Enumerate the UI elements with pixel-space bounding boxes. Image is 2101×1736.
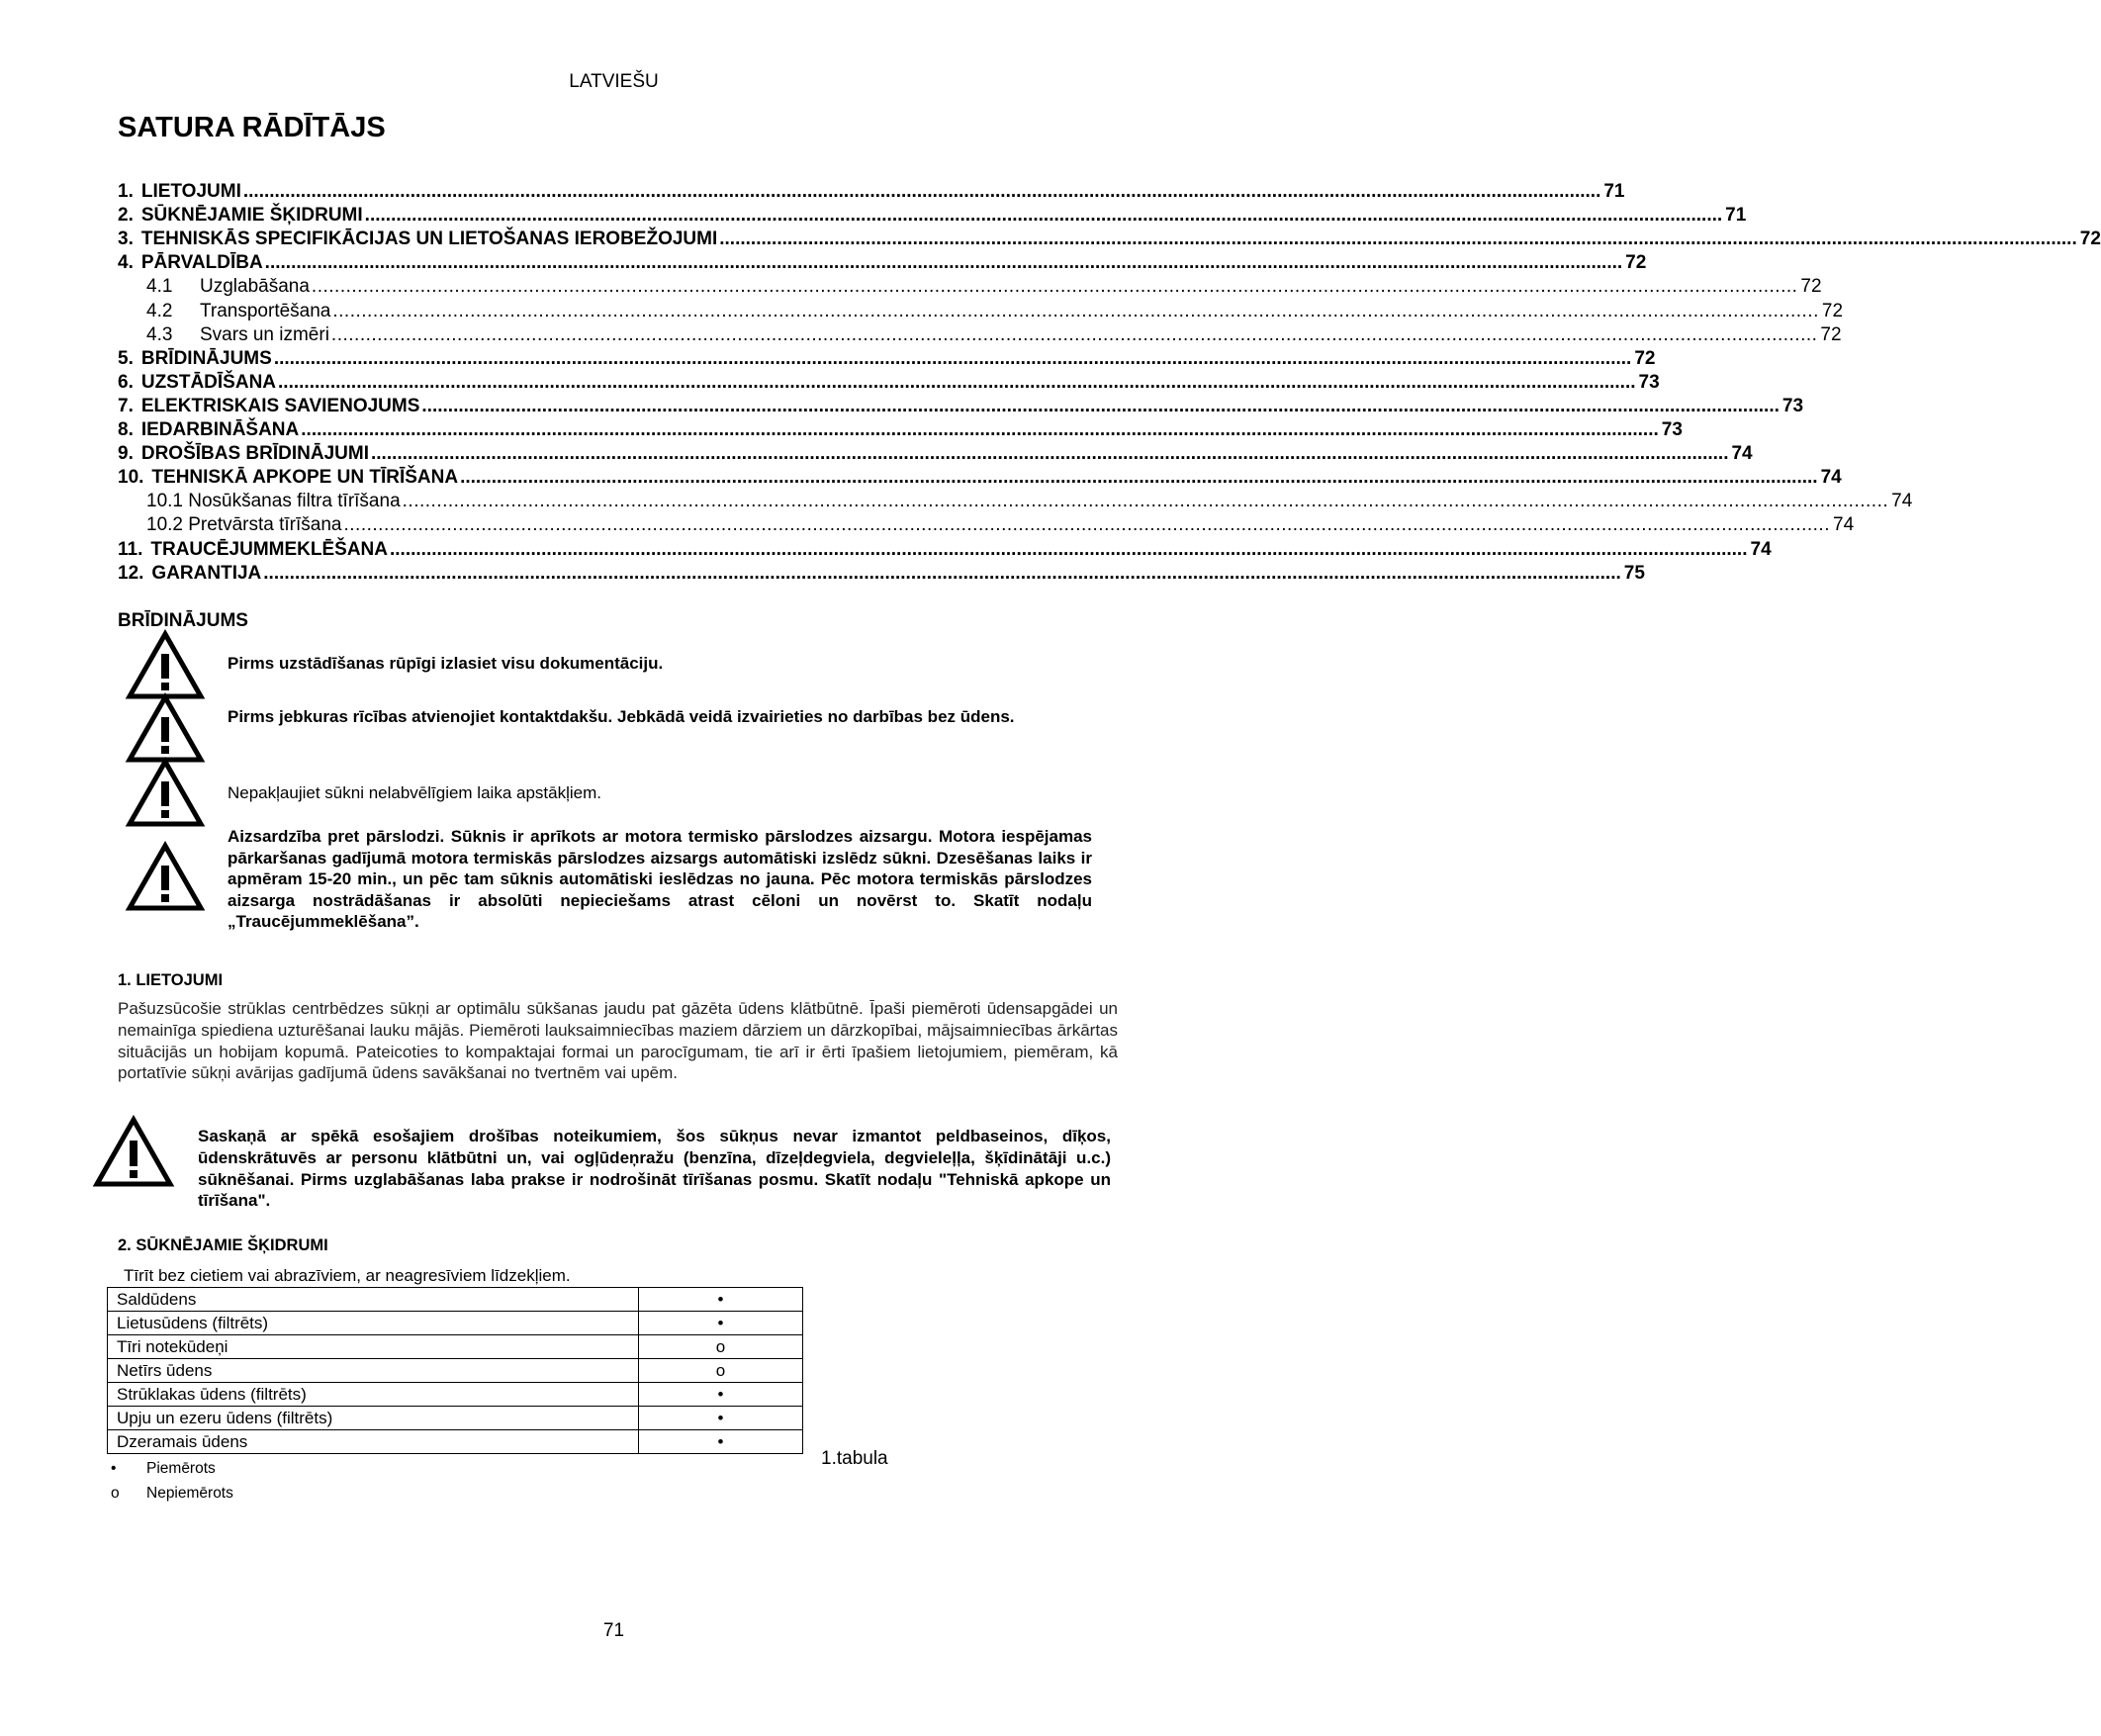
- page-number: 71: [602, 1620, 625, 1641]
- table-row: [108, 1359, 803, 1383]
- fluid-name-cell: Upju un ezeru ūdens (filtrēts): [108, 1407, 639, 1430]
- toc-entry[interactable]: [118, 394, 1804, 417]
- toc-entry-title: Transportēšana: [200, 300, 331, 321]
- toc-dot-leader: ....................................................................................................................................................................................................................................................................: [390, 538, 1748, 560]
- toc-entry-label: [118, 181, 241, 203]
- toc-entry-number: 9.: [118, 443, 134, 465]
- toc-entry[interactable]: [118, 179, 1625, 203]
- table-of-contents: [118, 179, 2101, 585]
- toc-entry-title: TEHNISKĀ APKOPE UN TĪRĪŠANA: [151, 467, 459, 489]
- fluid-name-cell: Netīrs ūdens: [108, 1359, 639, 1383]
- legend-item: [111, 1485, 233, 1503]
- toc-entry-page: 74: [1750, 538, 1772, 560]
- toc-entry-label: [118, 419, 299, 441]
- toc-entry-page: 71: [1725, 205, 1747, 227]
- suitability-mark-cell: o: [639, 1335, 803, 1359]
- toc-entry-number: 4.3: [146, 323, 173, 345]
- toc-entry-page: 71: [1603, 181, 1625, 203]
- toc-dot-leader: ....................................................................................................................................................................................................................................................................: [273, 347, 1632, 369]
- toc-dot-leader: ....................................................................................................................................................................................................................................................................: [311, 276, 1798, 298]
- cleaning-note: Tīrīt bez cietiem vai abrazīviem, ar neagresīviem līdzekļiem.: [124, 1266, 571, 1285]
- usage-warning-text: Saskaņā ar spēkā esošajiem drošības noteikumiem, šos sūkņus nevar izmantot peldbaseinos, dīķos, ūdenskrātuvēs ar personu klātbūtni un, vai ogļūdeņražu (benzīna, dīzeļdegviela, degvieleļļa, šķīdinātāji u.c.) sūknēšanai. Pirms uzglabāšanas laba prakse ir nodrošināt tīrīšanas posmu. Skatīt nodaļu "Tehniskā apkope un tīrīšana".: [198, 1127, 1111, 1211]
- toc-entry-label: [118, 396, 419, 417]
- warning-triangle-icon: [94, 1116, 173, 1187]
- suitability-mark-cell: •: [639, 1383, 803, 1407]
- warning-triangle-icon: [127, 630, 204, 699]
- toc-entry-number: 8.: [118, 419, 134, 441]
- toc-dot-leader: ....................................................................................................................................................................................................................................................................: [370, 443, 1729, 465]
- fluid-name-cell: Saldūdens: [108, 1288, 639, 1312]
- toc-dot-leader: ....................................................................................................................................................................................................................................................................: [719, 228, 2077, 250]
- toc-dot-leader: ....................................................................................................................................................................................................................................................................: [421, 395, 1780, 416]
- toc-entry-number: 5.: [118, 347, 134, 369]
- toc-entry-title: TRAUCĒJUMMEKLĒŠANA: [150, 538, 388, 560]
- toc-entry-number: 6.: [118, 371, 134, 393]
- toc-entry-title: BRĪDINĀJUMS: [140, 347, 272, 369]
- toc-dot-leader: ....................................................................................................................................................................................................................................................................: [264, 252, 1623, 274]
- toc-entry[interactable]: [118, 346, 1656, 370]
- toc-entry-number: 2.: [118, 205, 134, 227]
- fluid-name-cell: Strūklakas ūdens (filtrēts): [108, 1383, 639, 1407]
- toc-entry-page: 73: [1661, 419, 1683, 441]
- suitability-mark-cell: •: [639, 1312, 803, 1335]
- toc-entry[interactable]: [118, 250, 1647, 274]
- warning-text: Pirms uzstādīšanas rūpīgi izlasiet visu dokumentāciju.: [228, 654, 664, 673]
- toc-entry-page: 75: [1623, 562, 1645, 584]
- toc-entry-number: 4.: [118, 252, 134, 274]
- warning-heading: BRĪDINĀJUMS: [118, 610, 248, 631]
- toc-entry-label: [118, 443, 369, 465]
- table-row: [108, 1335, 803, 1359]
- suitability-mark-cell: •: [639, 1288, 803, 1312]
- toc-dot-leader: ....................................................................................................................................................................................................................................................................: [402, 491, 1889, 512]
- warning-triangle-icon: [127, 842, 204, 911]
- toc-entry-label: [146, 324, 329, 346]
- toc-entry[interactable]: [118, 274, 1822, 298]
- toc-entry-page: 72: [1634, 347, 1656, 369]
- legend-symbol: o: [111, 1485, 120, 1502]
- fluid-name-cell: Lietusūdens (filtrēts): [108, 1312, 639, 1335]
- warning-triangle-icon: [127, 693, 204, 763]
- toc-entry-title: IEDARBINĀŠANA: [140, 419, 300, 441]
- toc-dot-leader: ....................................................................................................................................................................................................................................................................: [278, 371, 1636, 393]
- toc-entry-label: [146, 276, 310, 298]
- toc-entry[interactable]: [118, 298, 1844, 321]
- fluid-name-cell: Tīri notekūdeņi: [108, 1335, 639, 1359]
- toc-entry-title: GARANTIJA: [151, 562, 262, 584]
- toc-dot-leader: ....................................................................................................................................................................................................................................................................: [263, 562, 1621, 584]
- toc-entry-label: [118, 467, 458, 489]
- toc-entry-title: Svars un izmēri: [200, 323, 329, 345]
- fluid-name-cell: Dzeramais ūdens: [108, 1430, 639, 1454]
- toc-entry[interactable]: [118, 536, 1772, 560]
- pumpable-fluids-table: [107, 1287, 803, 1454]
- toc-entry[interactable]: [118, 322, 1842, 346]
- section-heading: 2. SŪKNĒJAMIE ŠĶIDRUMI: [118, 1236, 328, 1254]
- toc-entry[interactable]: [118, 227, 2101, 250]
- toc-dot-leader: ....................................................................................................................................................................................................................................................................: [242, 181, 1601, 203]
- warning-text: Pirms jebkuras rīcības atvienojiet kontaktdakšu. Jebkādā veidā izvairieties no darbības bez ūdens.: [228, 707, 1015, 726]
- suitability-mark-cell: •: [639, 1407, 803, 1430]
- toc-entry-number: 12.: [118, 562, 144, 584]
- table-row: [108, 1312, 803, 1335]
- toc-dot-leader: ....................................................................................................................................................................................................................................................................: [330, 323, 1818, 345]
- warning-text: Nepakļaujiet sūkni nelabvēlīgiem laika apstākļiem.: [228, 783, 601, 802]
- toc-entry-label: [118, 539, 388, 561]
- warning-text: Aizsardzība pret pārslodzi. Sūknis ir aprīkots ar motora termisko pārslodzes aizsargu. Motora iespējamas pārkaršanas gadījumā motora termiskās pārslodzes aizsargs automātiski izslēdz sūkni. Dzesēšanas laiks ir apmēram 15-20 min., un pēc tam sūknis automātiski ieslēdzas no jauna. Pēc motora termiskās pārslodzes aizsarga nostrādāšanas ir absolūti nepieciešams atrast cēloni un novērst to. Skatīt nodaļu „Traucējummeklēšana”.: [228, 827, 1092, 931]
- toc-entry[interactable]: [118, 203, 1747, 227]
- toc-entry[interactable]: [118, 561, 1645, 585]
- toc-entry-number: 3.: [118, 228, 134, 250]
- toc-entry-number: 11.: [118, 538, 143, 560]
- toc-entry-page: 72: [1800, 276, 1822, 298]
- toc-entry-label: [146, 301, 330, 322]
- toc-entry-page: 72: [2079, 228, 2101, 250]
- toc-entry-title: UZSTĀDĪŠANA: [140, 371, 277, 393]
- language-header: LATVIEŠU: [569, 71, 659, 92]
- table-row: [108, 1407, 803, 1430]
- toc-entry[interactable]: [118, 489, 1913, 512]
- toc-entry-label: [118, 205, 363, 227]
- toc-entry-page: 73: [1781, 395, 1804, 416]
- toc-entry[interactable]: [118, 417, 1683, 441]
- toc-entry-title: Uzglabāšana: [200, 276, 310, 298]
- section-paragraph: Pašuzsūcošie strūklas centrbēdzes sūkņi ar optimālu sūkšanas jaudu pat gāzēta ūdens klātbūtnē. Īpaši piemēroti ūdensapgādei un nemainīga spiediena uzturēšanai lauku mājās. Piemēroti lauksaimniecības maziem dārziem un dārzkopībai, mājsaimniecības ārkārtas situācijās un hobijam kopumā. Pateicoties to kompaktajai formai un parocīgumam, tie arī ir ērti īpašiem lietojumiem, piemēram, kā portatīvie sūkņi avārijas gadījumā ūdens savākšanai no tvertnēm vai upēm.: [118, 999, 1118, 1083]
- toc-entry-title: PĀRVALDĪBA: [140, 252, 263, 274]
- toc-entry-page: 72: [1625, 252, 1647, 274]
- toc-entry-page: 74: [1833, 514, 1855, 536]
- toc-entry-number: 4.1: [146, 276, 173, 298]
- table-caption: 1.tabula: [821, 1448, 888, 1469]
- suitability-mark-cell: •: [639, 1430, 803, 1454]
- toc-entry-label: [118, 563, 261, 585]
- toc-entry-page: 72: [1821, 300, 1844, 321]
- toc-dot-leader: ....................................................................................................................................................................................................................................................................: [301, 419, 1659, 441]
- toc-dot-leader: ....................................................................................................................................................................................................................................................................: [364, 205, 1723, 227]
- toc-entry-title: 10.1 Nosūkšanas filtra tīrīšana: [146, 491, 401, 512]
- suitability-mark-cell: o: [639, 1359, 803, 1383]
- toc-entry-page: 73: [1638, 371, 1660, 393]
- toc-entry-label: [118, 252, 263, 274]
- section-heading: 1. LIETOJUMI: [118, 971, 224, 989]
- toc-entry-page: 74: [1731, 443, 1753, 465]
- legend-item: [111, 1460, 216, 1478]
- toc-entry-number: 10.: [118, 467, 144, 489]
- table-row: [108, 1430, 803, 1454]
- toc-entry-title: SŪKNĒJAMIE ŠĶIDRUMI: [140, 205, 363, 227]
- toc-entry[interactable]: [118, 465, 1842, 489]
- toc-dot-leader: ....................................................................................................................................................................................................................................................................: [460, 467, 1818, 489]
- toc-entry-page: 74: [1891, 491, 1913, 512]
- toc-entry-page: 74: [1820, 467, 1842, 489]
- toc-entry-label: [118, 372, 276, 394]
- table-row: [108, 1383, 803, 1407]
- toc-entry-title: 10.2 Pretvārsta tīrīšana: [146, 514, 342, 536]
- page-title: SATURA RĀDĪTĀJS: [118, 112, 386, 143]
- warning-triangle-icon: [127, 758, 204, 827]
- toc-entry-label: [118, 228, 717, 250]
- toc-entry[interactable]: [118, 441, 1753, 465]
- toc-entry-number: 4.2: [146, 300, 173, 321]
- toc-entry-label: [118, 348, 272, 370]
- toc-entry-title: ELEKTRISKAIS SAVIENOJUMS: [140, 395, 420, 416]
- toc-entry[interactable]: [118, 370, 1660, 394]
- toc-entry-title: TEHNISKĀS SPECIFIKĀCIJAS UN LIETOŠANAS IEROBEŽOJUMI: [140, 228, 718, 250]
- toc-entry-label: [146, 491, 401, 512]
- table-row: [108, 1288, 803, 1312]
- toc-entry-number: 7.: [118, 395, 134, 416]
- toc-entry-number: 1.: [118, 181, 134, 203]
- toc-entry-label: [146, 514, 342, 536]
- toc-dot-leader: ....................................................................................................................................................................................................................................................................: [332, 300, 1819, 321]
- legend-symbol: •: [111, 1460, 117, 1477]
- toc-dot-leader: ....................................................................................................................................................................................................................................................................: [343, 514, 1830, 536]
- toc-entry-title: LIETOJUMI: [140, 181, 241, 203]
- legend-text: Piemērots: [146, 1460, 216, 1477]
- toc-entry-title: DROŠĪBAS BRĪDINĀJUMI: [140, 443, 369, 465]
- legend-text: Nepiemērots: [146, 1485, 233, 1502]
- toc-entry[interactable]: [118, 512, 1855, 536]
- toc-entry-page: 72: [1820, 323, 1842, 345]
